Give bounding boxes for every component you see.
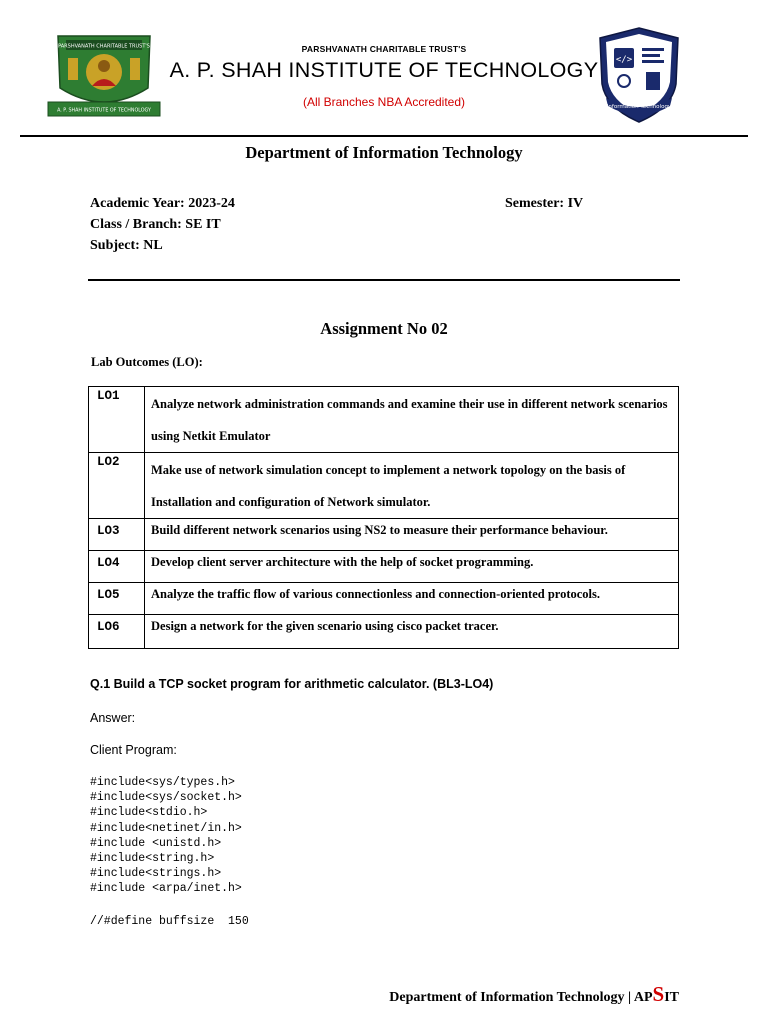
lo-description: Analyze the traffic flow of various connectionless and connection-oriented protocols. [145, 583, 679, 615]
table-row [89, 519, 679, 551]
question-1: Q.1 Build a TCP socket program for arithmetic calculator. (BL3-LO4) [90, 677, 494, 691]
table-row [89, 387, 679, 453]
table-row [89, 551, 679, 583]
svg-text:A. P. SHAH INSTITUTE OF TECHNO: A. P. SHAH INSTITUTE OF TECHNOLOGY [57, 108, 151, 114]
footer-text: Department of Information Technology | AP [389, 990, 653, 1005]
lo-description: Design a network for the given scenario using cisco packet tracer. [145, 615, 679, 649]
trust-name: PARSHVANATH CHARITABLE TRUST'S [301, 44, 467, 54]
class-branch: Class / Branch: SE IT [90, 217, 221, 232]
department-title: Department of Information Technology [245, 143, 523, 162]
info-divider [88, 279, 680, 281]
lo-code: LO4 [89, 551, 145, 583]
assignment-title: Assignment No 02 [320, 319, 448, 338]
code-define-comment: //#define buffsize 150 [90, 915, 249, 928]
lo-description: Analyze network administration commands and examine their use in different network scenarios using Netkit Emulator [145, 387, 679, 453]
header-divider [20, 135, 748, 137]
lab-outcomes-table [88, 386, 679, 649]
page-footer [389, 982, 679, 1007]
accreditation-note: (All Branches NBA Accredited) [302, 95, 466, 109]
lo-description: Develop client server architecture with the help of socket programming. [145, 551, 679, 583]
semester: Semester: IV [505, 196, 584, 211]
lo-code: LO2 [89, 453, 145, 519]
footer-red-letter: S [652, 982, 665, 1006]
lo-description: Build different network scenarios using NS2 to measure their performance behaviour. [145, 519, 679, 551]
footer-suffix: IT [664, 990, 679, 1005]
answer-label: Answer: [90, 711, 136, 725]
lo-code: LO5 [89, 583, 145, 615]
table-row [89, 453, 679, 519]
academic-year: Academic Year: 2023-24 [90, 196, 235, 211]
client-program-label: Client Program: [90, 743, 177, 757]
lo-description: Make use of network simulation concept to implement a network topology on the basis of Installation and configuration of Network simulator. [145, 453, 679, 519]
it-department-logo [596, 26, 682, 124]
svg-text:Information Technology: Information Technology [606, 104, 672, 110]
lo-code: LO6 [89, 615, 145, 649]
lo-code: LO1 [89, 387, 145, 453]
code-includes: #include<sys/types.h> #include<sys/socket.h> #include<stdio.h> #include<netinet/in.h> #include <unistd.h> #include<string.h> #include<strings.h> #include <arpa/inet.h> [90, 776, 242, 896]
svg-text:</>: </> [615, 55, 633, 65]
svg-text:PARSHVANATH CHARITABLE TRUST'S: PARSHVANATH CHARITABLE TRUST'S [58, 43, 150, 50]
lo-code: LO3 [89, 519, 145, 551]
table-row [89, 615, 679, 649]
lab-outcomes-heading: Lab Outcomes (LO): [91, 355, 203, 369]
subject: Subject: NL [90, 238, 163, 253]
table-row [89, 583, 679, 615]
institute-name: A. P. SHAH INSTITUTE OF TECHNOLOGY [169, 58, 599, 82]
